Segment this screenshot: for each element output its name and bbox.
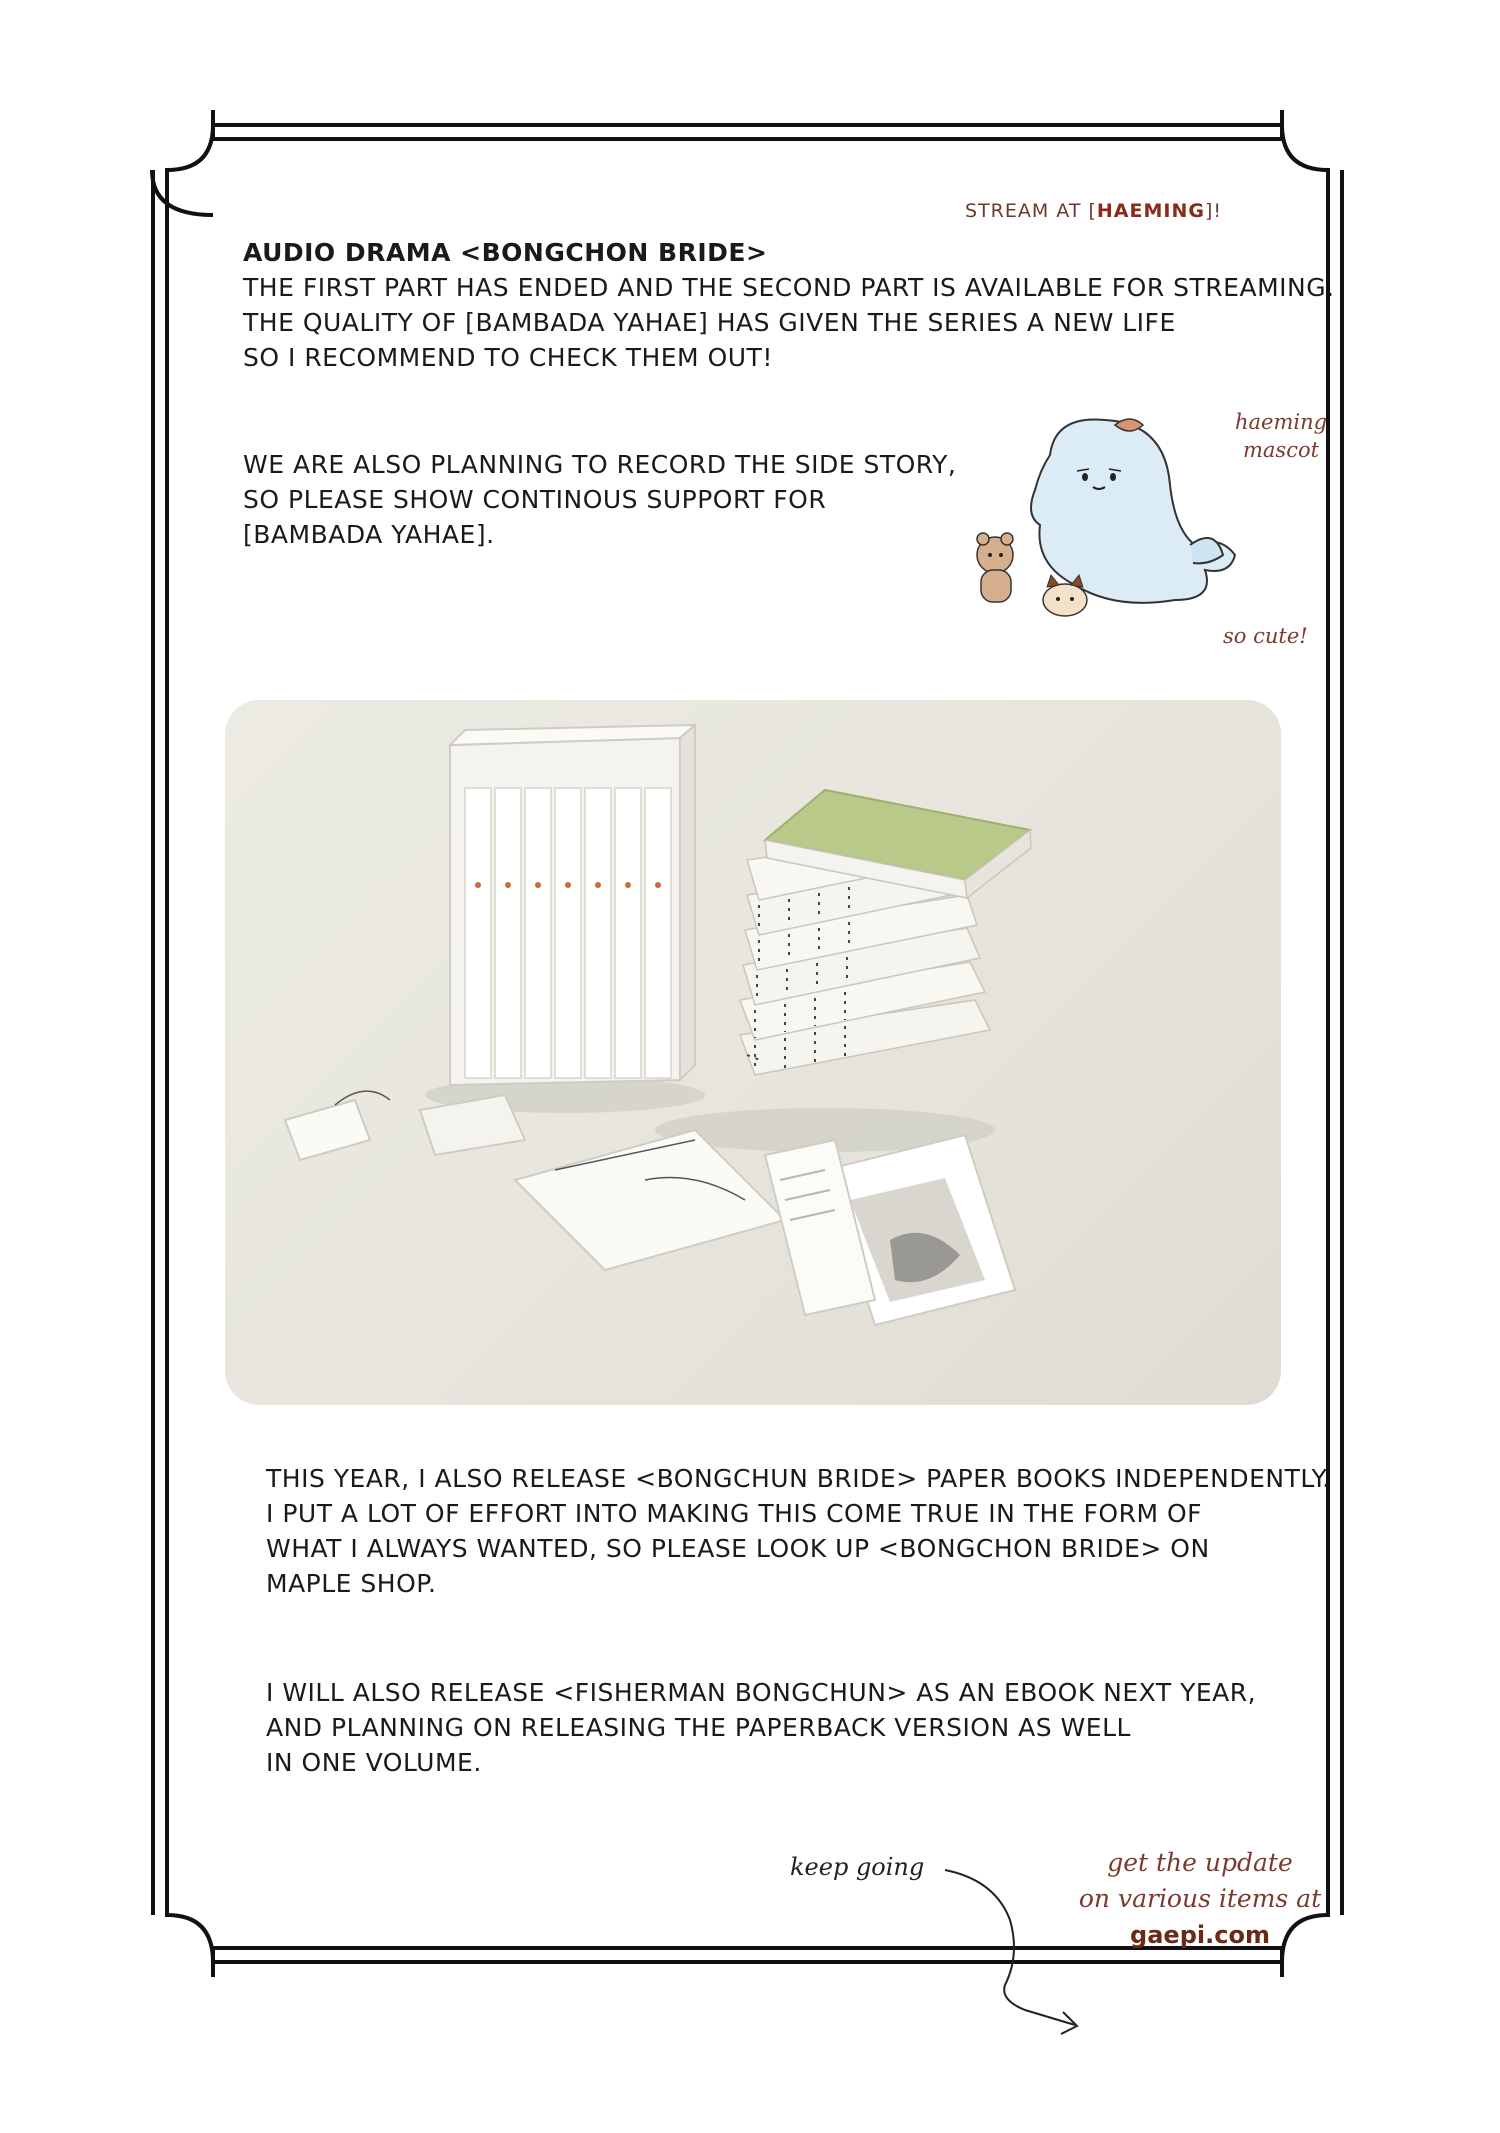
paper-books-paragraph — [266, 1461, 1331, 1601]
mascot-label: haeming mascot — [1235, 410, 1328, 462]
intro-line: THE QUALITY OF [BAMBADA YAHAE] HAS GIVEN THE SERIES A NEW LIFE — [243, 308, 1176, 337]
product-photo — [225, 700, 1281, 1405]
keep-going-label: keep going — [790, 1853, 925, 1881]
side-story-line: SO PLEASE SHOW CONTINOUS SUPPORT FOR — [243, 485, 827, 514]
book-stack — [655, 790, 1031, 1152]
update-note: get the update on various items at gaepi.com — [1060, 1845, 1340, 1953]
postcards — [765, 1135, 1015, 1325]
site-link[interactable]: gaepi.com — [1130, 1921, 1270, 1949]
mascot-caption: so cute! — [1223, 624, 1308, 648]
side-story-paragraph — [243, 447, 956, 552]
intro-paragraph — [243, 235, 1335, 375]
bear-icon — [977, 533, 1013, 602]
ebook-line: AND PLANNING ON RELEASING THE PAPERBACK VERSION AS WELL — [266, 1713, 1131, 1742]
side-story-line: [BAMBADA YAHAE]. — [243, 520, 495, 549]
mascot-illustration — [965, 415, 1255, 650]
audio-drama-title: AUDIO DRAMA <BONGCHON BRIDE> — [243, 238, 768, 267]
books-line: WHAT I ALWAYS WANTED, SO PLEASE LOOK UP <BONGCHON BRIDE> ON — [266, 1534, 1210, 1563]
cat-icon — [1043, 575, 1087, 616]
ebook-line: IN ONE VOLUME. — [266, 1748, 482, 1777]
ebook-paragraph — [266, 1675, 1256, 1780]
intro-line: SO I RECOMMEND TO CHECK THEM OUT! — [243, 343, 773, 372]
ebook-line: I WILL ALSO RELEASE <FISHERMAN BONGCHUN> AS AN EBOOK NEXT YEAR, — [266, 1678, 1257, 1707]
book-box-set — [450, 725, 695, 1085]
books-line: THIS YEAR, I ALSO RELEASE <BONGCHUN BRIDE> PAPER BOOKS INDEPENDENTLY. — [266, 1464, 1331, 1493]
haeming-brand: HAEMING — [1096, 200, 1205, 222]
intro-line: THE FIRST PART HAS ENDED AND THE SECOND PART IS AVAILABLE FOR STREAMING. — [243, 273, 1335, 302]
books-line: I PUT A LOT OF EFFORT INTO MAKING THIS COME TRUE IN THE FORM OF — [266, 1499, 1203, 1528]
side-story-line: WE ARE ALSO PLANNING TO RECORD THE SIDE STORY, — [243, 450, 957, 479]
books-line: MAPLE SHOP. — [266, 1569, 437, 1598]
stream-note: STREAM AT [HAEMING]! — [965, 200, 1222, 222]
